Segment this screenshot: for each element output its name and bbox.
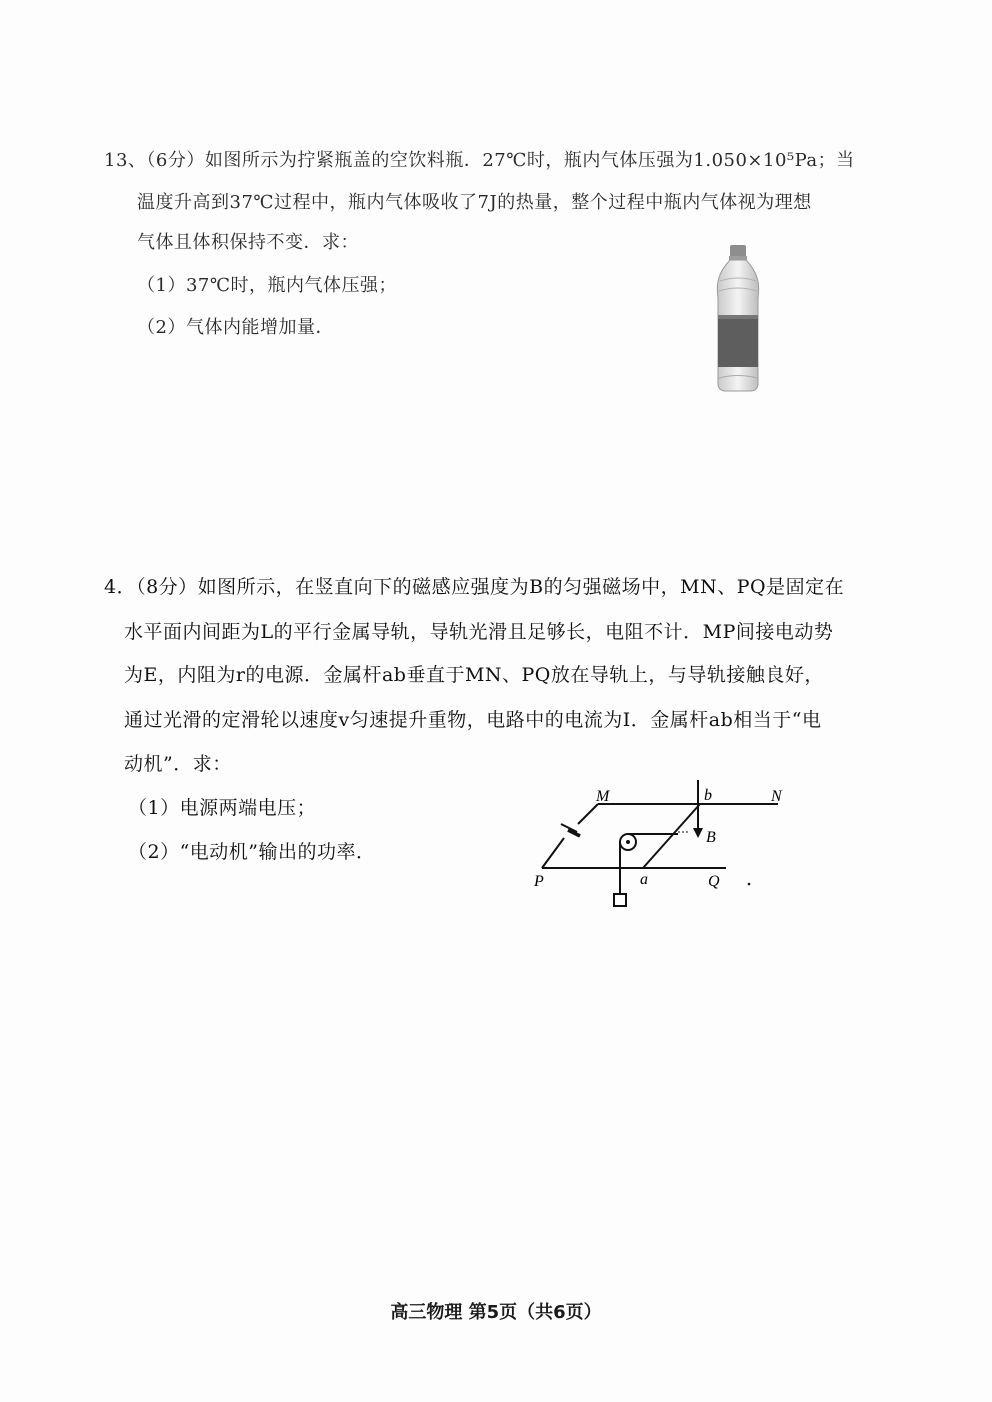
- label-a: a: [640, 871, 648, 888]
- rail-circuit-diagram: [528, 776, 808, 916]
- weight-block: [614, 894, 626, 906]
- page-footer: 高三物理 第5页（共6页）: [390, 1302, 602, 1323]
- q13-sub-1: （1）37℃时，瓶内气体压强；: [137, 275, 397, 296]
- label-m: M: [596, 788, 610, 805]
- rod-ab: [643, 804, 700, 868]
- q14-sub-1: （1）电源两端电压；: [128, 797, 317, 819]
- label-n: N: [771, 788, 782, 805]
- q14-line-5: 动机”．求：: [124, 753, 232, 775]
- q13-line-2: 温度升高到37℃过程中，瓶内气体吸收了7J的热量，整个过程中瓶内气体视为理想: [137, 192, 812, 213]
- q14-line-2: 水平面内间距为L的平行金属导轨，导轨光滑且足够长，电阻不计．MP间接电动势: [124, 621, 834, 643]
- q13-sub-2: （2）气体内能增加量．: [137, 317, 334, 338]
- bottle-image: [710, 243, 766, 393]
- q14-line-1: 4．（8分）如图所示，在竖直向下的磁感应强度为B的匀强磁场中，MN、PQ是固定在: [104, 576, 845, 598]
- label-q: Q: [708, 873, 720, 890]
- q14-sub-2: （2）“电动机”输出的功率．: [128, 841, 376, 863]
- label-p: P: [534, 873, 544, 890]
- q14-line-3: 为E，内阻为r的电源．金属杆ab垂直于MN、PQ放在导轨上，与导轨接触良好，: [124, 664, 824, 686]
- q13-line-3: 气体且体积保持不变．求：: [137, 232, 359, 253]
- q13-line-1: 13、（6分）如图所示为拧紧瓶盖的空饮料瓶．27℃时，瓶内气体压强为1.050×10⁵Pa；当: [104, 150, 855, 171]
- label-b: b: [704, 787, 712, 804]
- q14-line-4: 通过光滑的定滑轮以速度v匀速提升重物，电路中的电流为I．金属杆ab相当于“电: [124, 709, 822, 731]
- label-field-b: B: [706, 829, 716, 846]
